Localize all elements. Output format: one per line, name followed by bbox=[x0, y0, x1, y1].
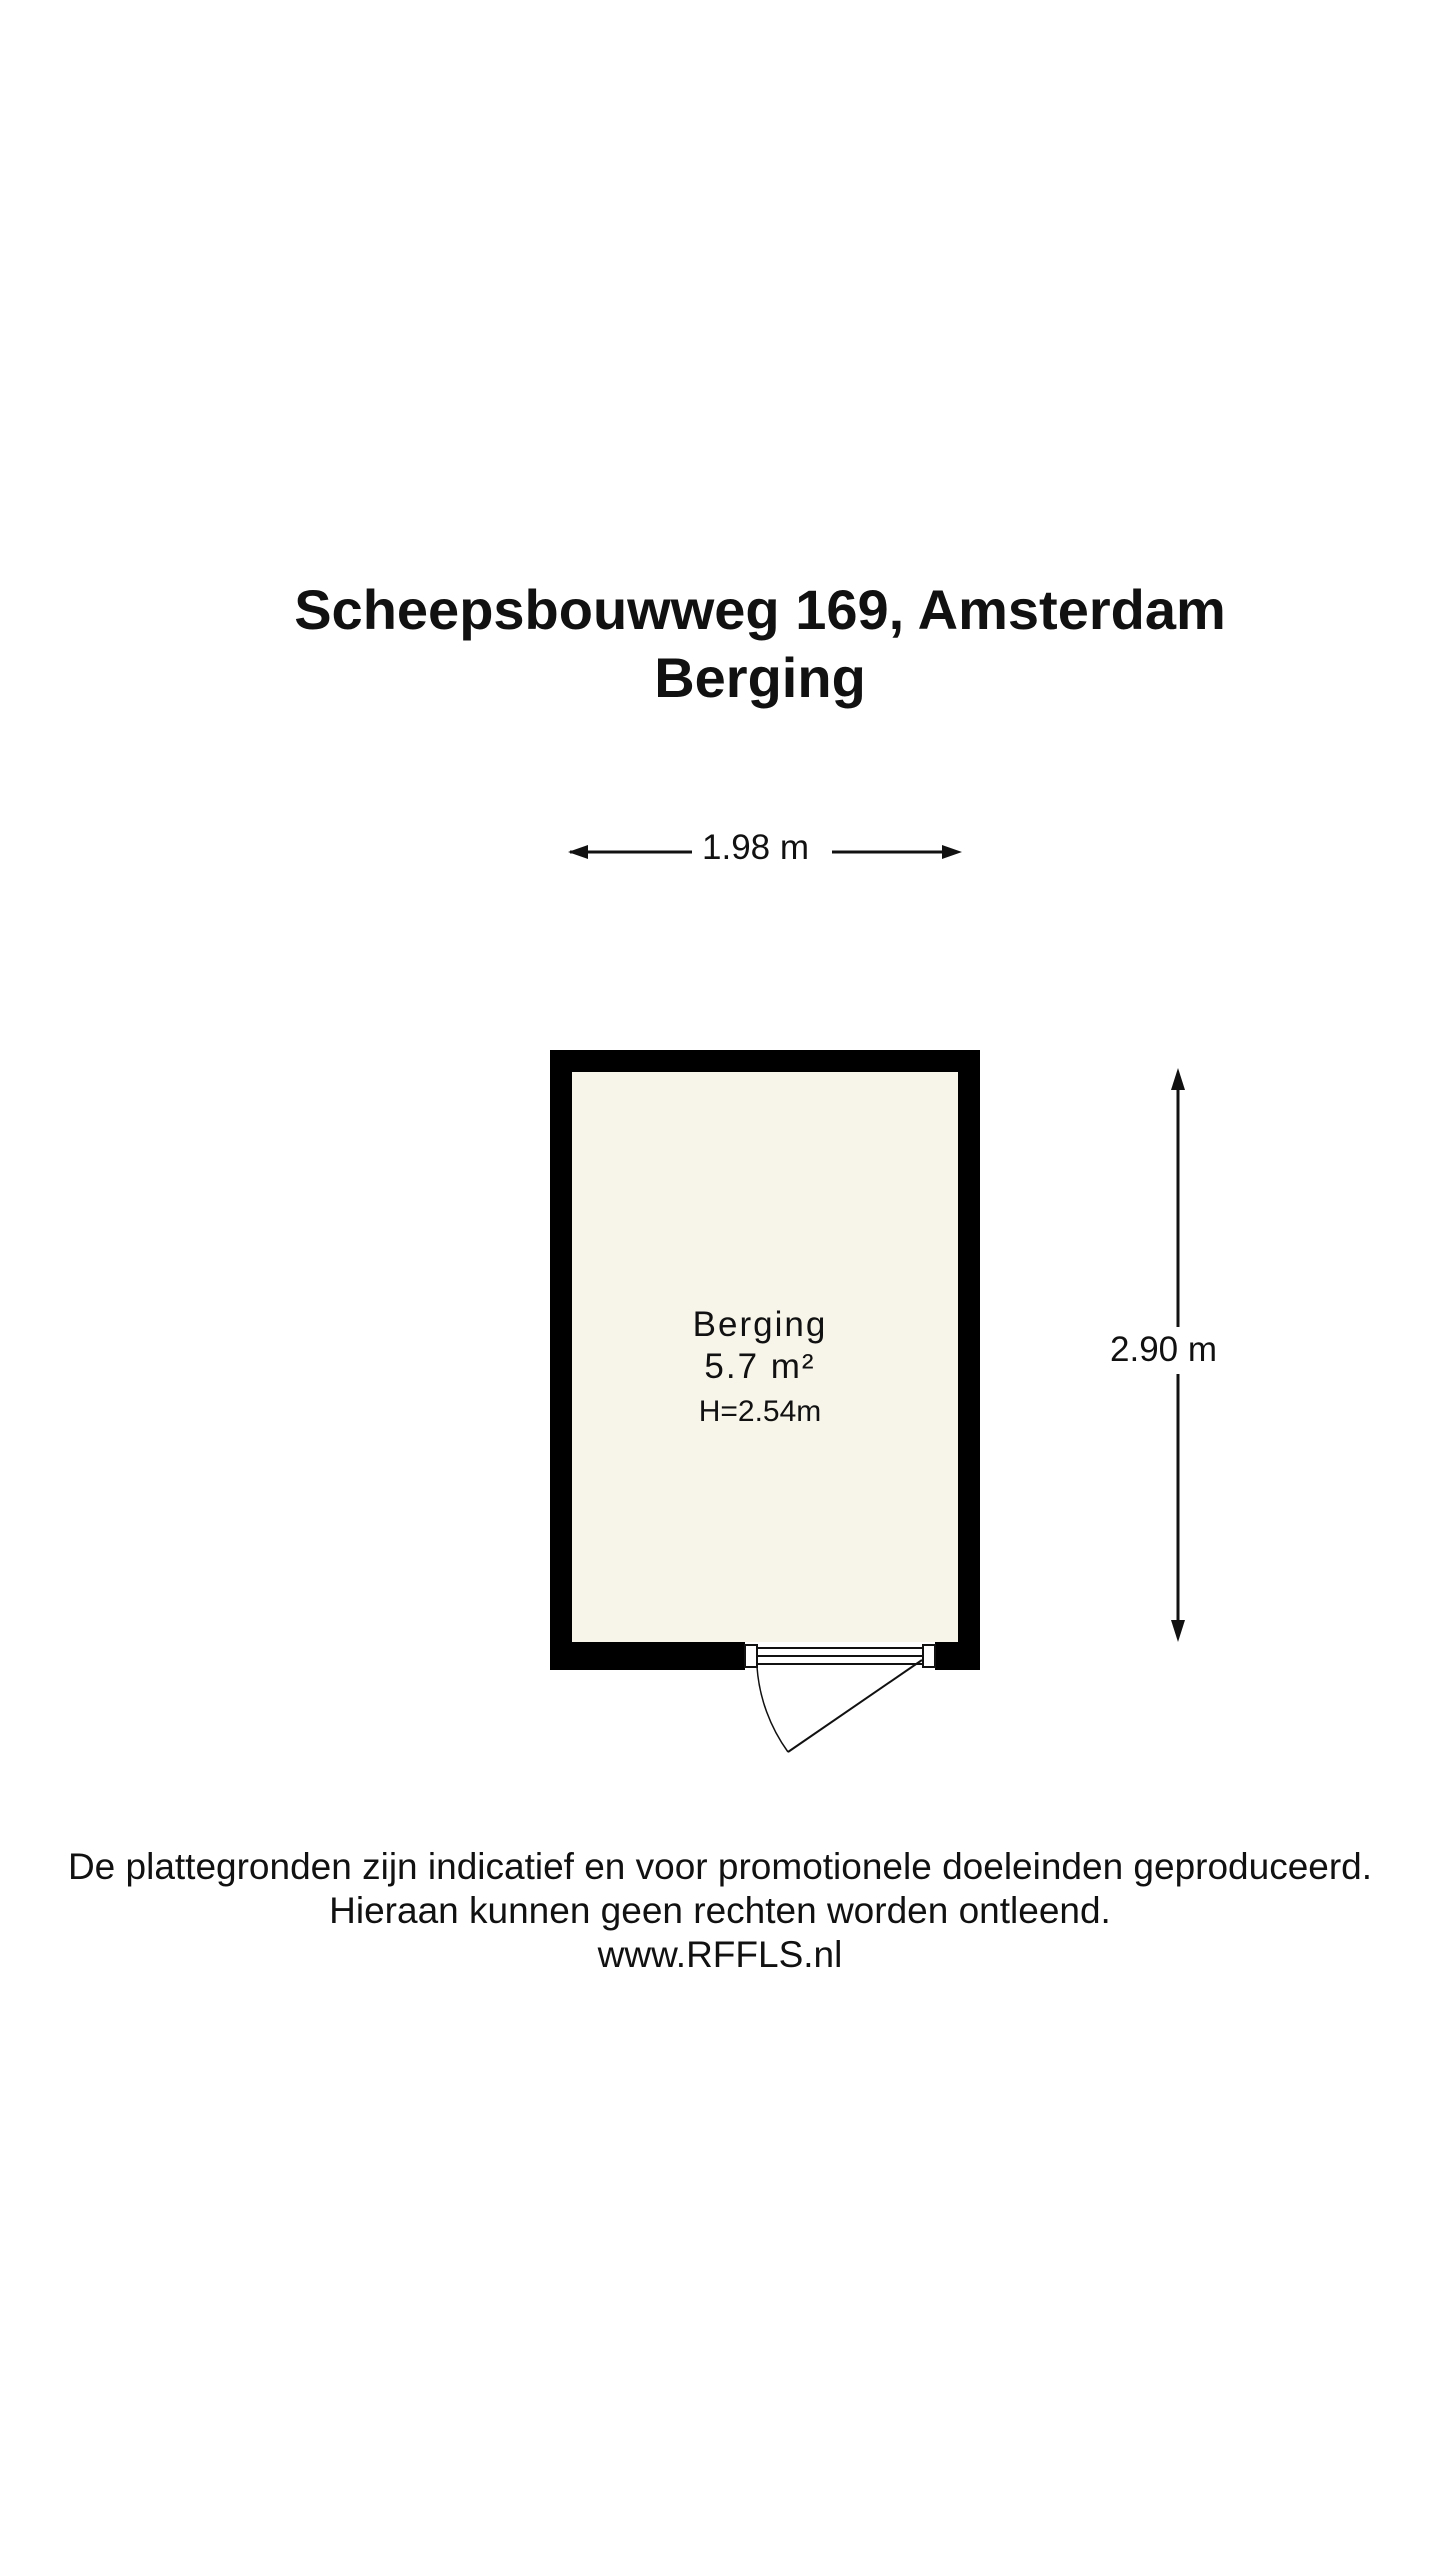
room-area-label: 5.7 m² bbox=[704, 1347, 816, 1386]
disclaimer-line-2: Hieraan kunnen geen rechten worden ontleend. bbox=[329, 1890, 1111, 1931]
plan-subtitle: Berging bbox=[654, 646, 866, 709]
disclaimer-line-1: De plattegronden zijn indicatief en voor promotionele doeleinden geproduceerd. bbox=[67, 1846, 1373, 1887]
room-name-label: Berging bbox=[692, 1305, 828, 1344]
width-dimension-label: 1.98 m bbox=[702, 828, 809, 867]
plan-title: Scheepsbouwweg 169, Amsterdam bbox=[294, 578, 1226, 641]
depth-dimension-label: 2.90 m bbox=[1110, 1330, 1217, 1369]
website-link[interactable]: www.RFFLS.nl bbox=[597, 1934, 843, 1975]
room-height-label: H=2.54m bbox=[698, 1395, 822, 1428]
